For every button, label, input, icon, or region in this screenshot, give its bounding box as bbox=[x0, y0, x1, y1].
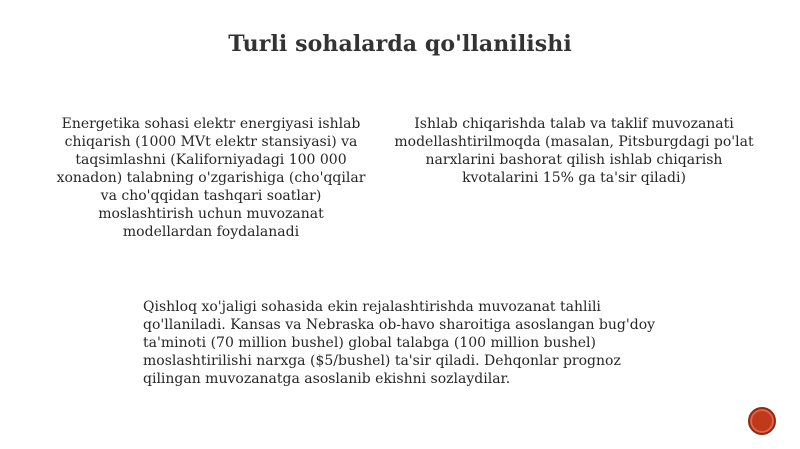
circle-nav-icon[interactable] bbox=[748, 407, 776, 435]
agriculture-text-block: Qishloq xo'jaligi sohasida ekin rejalashtirishda muvozanat tahlili qo'llaniladi. Kansas va Nebraska ob-havo sharoitiga asoslangan bug'doy ta'minoti (70 million bushel) global talabga (100 million bushel) moslashtirilishi narxga ($5/bushel) ta'sir qiladi. Dehqonlar prognoz qilingan muvozanatga asoslanib ekishni sozlaydilar. bbox=[143, 299, 656, 387]
slide-title: Turli sohalarda qo'llanilishi bbox=[228, 31, 572, 57]
manufacturing-text-block: Ishlab chiqarishda talab va taklif muvozanati modellashtirilmoqda (masalan, Pitsburgdagi po'lat narxlarini bashorat qilish ishlab chiqarish kvotalarini 15% ga ta'sir qiladi) bbox=[394, 116, 754, 186]
energy-text-block: Energetika sohasi elektr energiyasi ishlab chiqarish (1000 MVt elektr stansiyasi) va taqsimlashni (Kaliforniyadagi 100 000 xonadon) talabning o'zgarishiga (cho'qqilar va cho'qqidan tashqari soatlar) moslashtirish uchun muvozanat modellardan foydalanadi bbox=[56, 116, 366, 240]
